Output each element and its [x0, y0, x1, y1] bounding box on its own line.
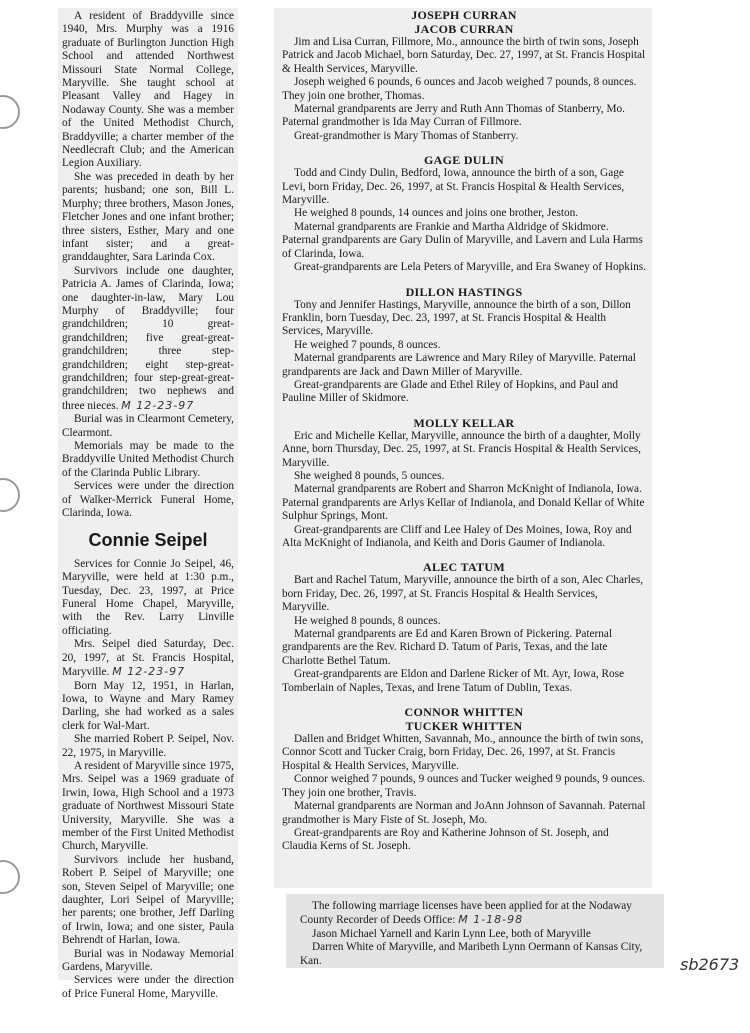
- handwritten-date: M 12-23-97: [112, 665, 186, 679]
- announcement-paragraph: Great-grandparents are Eldon and Darlene Ricker of Mt. Ayr, Iowa, Rose Tomberlain of Naples, Texas, and Irene Tatum of Dublin, Texas.: [282, 668, 625, 694]
- obit-paragraph: Services for Connie Jo Seipel, 46, Maryville, were held at 1:30 p.m., Tuesday, Dec. 23, 1997, at Price Funeral Home Chapel, Maryville, with the Rev. Larry Linville officiating.: [62, 557, 234, 637]
- handwritten-date: M 12-23-97: [121, 398, 195, 412]
- obit-paragraph: A resident of Maryville since 1975, Mrs. Seipel was a 1969 graduate of Irwin, Iowa, High School and a 1973 graduate of Northwest Missouri State University, Maryville. She was a member of the First United Methodist Church, Maryville.: [62, 759, 235, 853]
- announcement-heading: JACOB CURRAN: [414, 22, 514, 36]
- obit-paragraph: A resident of Braddyville since 1940, Mrs. Murphy was a 1916 graduate of Burlington Junction High School and attended Northwest Missouri State Normal College, Maryville. She taught school at Pleasant Valley and Hagey in Nodaway County. She was a member of the United Methodist Church, Braddyville; a charter member of the Needlecraft Club; and the American Legion Auxiliary.: [62, 10, 234, 170]
- obit-paragraph: [62, 265, 234, 413]
- announcement-paragraph: Jim and Lisa Curran, Fillmore, Mo., announce the birth of twin sons, Joseph Patrick and Jacob Michael, born Saturday, Dec. 27, 1997, at St. Francis Hospital & Health Services, Maryville.: [282, 36, 646, 75]
- obit-paragraph: She was preceded in death by her parents; husband; one son, Bill L. Murphy; three brothers, Mason Jones, Fletcher Jones and one infant brother; three sisters, Esther, Mary and one infant sister; and a great-granddaughter, Sara Larinda Cox.: [62, 170, 234, 264]
- obit-paragraph: Burial was in Nodaway Memorial Gardens, Maryville.: [62, 947, 234, 974]
- obit-paragraph: Services were under the direction of Price Funeral Home, Maryville.: [62, 974, 234, 1000]
- announcement-paragraph: Great-grandparents are Lela Peters of Maryville, and Era Swaney of Hopkins.: [294, 261, 646, 274]
- obit-paragraph: Survivors include her husband, Robert P. Seipel of Maryville; one son, Steven Seipel of Maryville; one daughter, Lori Seipel of Maryville; her parents; one brother, Jeff Darling of Irwin, Iowa; and one sister, Paula Behrendt of Harlan, Iowa.: [62, 853, 234, 947]
- announcement-paragraph: He weighed 8 pounds, 14 ounces and joins one brother, Jeston.: [294, 207, 579, 220]
- announcement-paragraph: Maternal grandparents are Frankie and Martha Aldridge of Skidmore. Paternal grandparents are Gary Dulin of Maryville, and Lavern and Lula Harms of Clarinda, Iowa.: [282, 220, 643, 260]
- announcement-heading: MOLLY KELLAR: [413, 415, 515, 430]
- binder-hole-top: [0, 95, 20, 129]
- handwritten-date: M 1-18-98: [458, 913, 524, 927]
- obit-paragraph: [62, 638, 234, 679]
- announcement-paragraph: Todd and Cindy Dulin, Bedford, Iowa, announce the birth of a son, Gage Levi, born Friday, Dec. 26, 1997, at St. Francis Hospital & Health Services, Maryville.: [282, 167, 625, 207]
- announcement-paragraph: Tony and Jennifer Hastings, Maryville, announce the birth of a son, Dillon Franklin, born Tuesday, Dec. 23, 1997, at St. Francis Hospital & Health Services, Maryville.: [282, 298, 631, 338]
- announcement-heading: ALEC TATUM: [422, 560, 505, 575]
- marriage-license-clipping: [286, 894, 664, 968]
- announcement-heading: CONNOR WHITTEN: [404, 705, 524, 720]
- handwritten-margin-note: sb2673: [680, 955, 740, 974]
- announcement-heading: DILLON HASTINGS: [405, 284, 523, 299]
- notice-paragraph: Darren White of Maryville, and Maribeth Lynn Oermann of Kansas City, Kan.: [300, 941, 643, 967]
- announcement-paragraph: Great-grandparents are Roy and Katherine Johnson of St. Joseph, and Claudia Kerns of St. Joseph.: [282, 826, 609, 853]
- announcement-paragraph: Maternal grandparents are Robert and Sharron McKnight of Indianola, Iowa. Paternal grandparents are Arlys Kellar of Indianola, and Donald Kellar of White Sulphur Springs, Mont.: [282, 483, 645, 523]
- announcement-paragraph: Maternal grandparents are Norman and JoAnn Johnson of Savannah. Paternal grandmother is Mary Fiste of St. Joseph, Mo.: [282, 800, 646, 826]
- obit-paragraph: Born May 12, 1951, in Harlan, Iowa, to Wayne and Mary Ramey Darling, she had worked as a sales clerk for Wal-Mart.: [62, 679, 234, 732]
- announcement-paragraph: Maternal grandparents are Ed and Karen Brown of Pickering. Paternal grandparents are the Rev. Richard D. Tatum of Paris, Texas, and the late Charlotte Bethel Tatum.: [282, 628, 613, 667]
- announcement-paragraph: Connor weighed 7 pounds, 9 ounces and Tucker weighed 9 pounds, 9 ounces. They join one brother, Travis.: [282, 773, 646, 799]
- announcement-paragraph: Maternal grandparents are Jerry and Ruth Ann Thomas of Stanberry, Mo. Paternal grandmother is Ida May Curran of Fillmore.: [282, 103, 625, 129]
- notice-paragraph: [300, 900, 654, 928]
- announcement-paragraph: He weighed 8 pounds, 8 ounces.: [294, 614, 441, 627]
- announcement-paragraph: Dallen and Bridget Whitten, Savannah, Mo., announce the birth of twin sons, Connor Scott and Tucker Craig, born Friday, Dec. 26, 1997, at St. Francis Hospital & Health Services, Maryville.: [282, 733, 644, 772]
- announcement-paragraph: Great-grandparents are Cliff and Lee Haley of Des Moines, Iowa, Roy and Alta McKnight of Indianola, and Keith and Doris Gaumer of Indianola.: [282, 523, 632, 549]
- announcement-paragraph: Great-grandmother is Mary Thomas of Stanberry.: [294, 129, 519, 142]
- obituary-clipping: [58, 8, 238, 1000]
- obit-paragraph: Burial was in Clearmont Cemetery, Clearmont.: [62, 413, 234, 439]
- announcement-paragraph: Joseph weighed 6 pounds, 6 ounces and Jacob weighed 7 pounds, 8 ounces. They join one brother, Thomas.: [282, 76, 637, 102]
- announcement-paragraph: He weighed 7 pounds, 8 ounces.: [294, 338, 441, 351]
- obituary-title: Connie Seipel: [88, 530, 208, 551]
- notice-text: The following marriage licenses have been applied for at the Nodaway County Recorder of Deeds Office:: [300, 900, 632, 927]
- notice-paragraph: Jason Michael Yarnell and Karin Lynn Lee, both of Maryville: [312, 927, 591, 940]
- announcement-paragraph: She weighed 8 pounds, 5 ounces.: [294, 469, 445, 482]
- obit-paragraph: Memorials may be made to the Braddyville United Methodist Church of the Clarinda Public Library.: [62, 440, 234, 479]
- obit-text: Survivors include one daughter, Patricia A. James of Clarinda, Iowa; one daughter-in-law, Mary Lou Murphy of Braddyville; four grandchildren; 10 great-grandchildren; five great-great-grandchildren; three step-grandchildren; eight step-great-grandchildren; four step-great-great-grandchildren; two nephews and three nieces.: [62, 264, 234, 412]
- birth-announcements-clipping: [274, 8, 652, 888]
- announcement-heading: JOSEPH CURRAN: [411, 8, 517, 22]
- announcement-heading: TUCKER WHITTEN: [405, 719, 523, 734]
- obit-paragraph: Services were under the direction of Walker-Merrick Funeral Home, Clarinda, Iowa.: [62, 480, 234, 520]
- obit-text: Mrs. Seipel died Saturday, Dec. 20, 1997, at St. Francis Hospital, Maryville.: [62, 638, 234, 679]
- announcement-paragraph: Great-grandparents are Glade and Ethel Riley of Hopkins, and Paul and Pauline Miller of Skidmore.: [282, 378, 619, 405]
- announcement-heading: GAGE DULIN: [423, 153, 504, 168]
- binder-hole-middle: [0, 478, 20, 512]
- announcement-paragraph: Maternal grandparents are Lawrence and Mary Riley of Maryville. Paternal grandparents are Jack and Dawn Miller of Maryville.: [282, 352, 636, 378]
- announcement-paragraph: Eric and Michelle Kellar, Maryville, announce the birth of a daughter, Molly Anne, born Thursday, Dec. 25, 1997, at St. Francis Hospital & Health Services, Maryville.: [282, 429, 641, 469]
- obit-paragraph: She married Robert P. Seipel, Nov. 22, 1975, in Maryville.: [62, 733, 234, 759]
- binder-hole-bottom: [0, 860, 20, 894]
- announcement-paragraph: Bart and Rachel Tatum, Maryville, announce the birth of a son, Alec Charles, born Friday, Dec. 26, 1997, at St. Francis Hospital & Health Services, Maryville.: [282, 574, 644, 614]
